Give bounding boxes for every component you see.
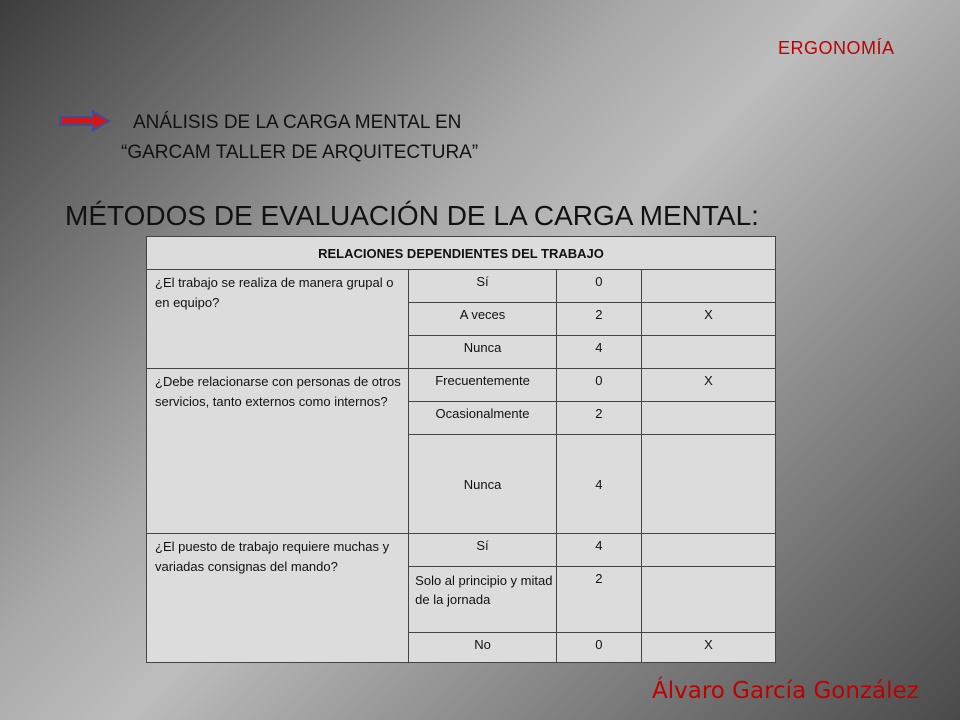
option-cell: No [409, 633, 557, 663]
mark-cell [641, 435, 775, 534]
table-header-row [147, 237, 776, 270]
points-cell: 4 [556, 534, 641, 567]
table-row [147, 270, 776, 303]
table-row [147, 369, 776, 402]
option-cell: Frecuentemente [409, 369, 557, 402]
points-cell: 0 [556, 369, 641, 402]
option-cell: Nunca [409, 336, 557, 369]
mark-cell: X [641, 303, 775, 336]
option-cell: Sí [409, 534, 557, 567]
topic-label: ERGONOMÍA [778, 38, 895, 58]
option-cell: Solo al principio y mitad de la jornada [409, 567, 557, 633]
points-cell: 4 [556, 435, 641, 534]
mark-cell: X [641, 369, 775, 402]
table-title: RELACIONES DEPENDIENTES DEL TRABAJO [147, 237, 776, 270]
evaluation-table [146, 236, 776, 663]
mark-cell [641, 270, 775, 303]
question-cell: ¿El puesto de trabajo requiere muchas y variadas consignas del mando? [147, 534, 409, 663]
question-cell: ¿Debe relacionarse con personas de otros servicios, tanto externos como internos? [147, 369, 409, 534]
points-cell: 2 [556, 303, 641, 336]
option-cell: Nunca [409, 435, 557, 534]
presentation-title-line2: “GARCAM TALLER DE ARQUITECTURA” [121, 142, 479, 163]
points-cell: 0 [556, 270, 641, 303]
mark-cell [641, 336, 775, 369]
option-cell: Ocasionalmente [409, 402, 557, 435]
points-cell: 4 [556, 336, 641, 369]
points-cell: 0 [556, 633, 641, 663]
mark-cell [641, 567, 775, 633]
mark-cell [641, 534, 775, 567]
right-arrow-icon [58, 109, 112, 133]
mark-cell: X [641, 633, 775, 663]
author-name: Álvaro García González [652, 678, 919, 704]
presentation-title-line1: ANÁLISIS DE LA CARGA MENTAL EN [133, 112, 462, 133]
section-heading: MÉTODOS DE EVALUACIÓN DE LA CARGA MENTAL: [65, 200, 759, 231]
table-row [147, 534, 776, 567]
question-cell: ¿El trabajo se realiza de manera grupal o en equipo? [147, 270, 409, 369]
points-cell: 2 [556, 567, 641, 633]
option-cell: Sí [409, 270, 557, 303]
mark-cell [641, 402, 775, 435]
points-cell: 2 [556, 402, 641, 435]
option-cell: A veces [409, 303, 557, 336]
